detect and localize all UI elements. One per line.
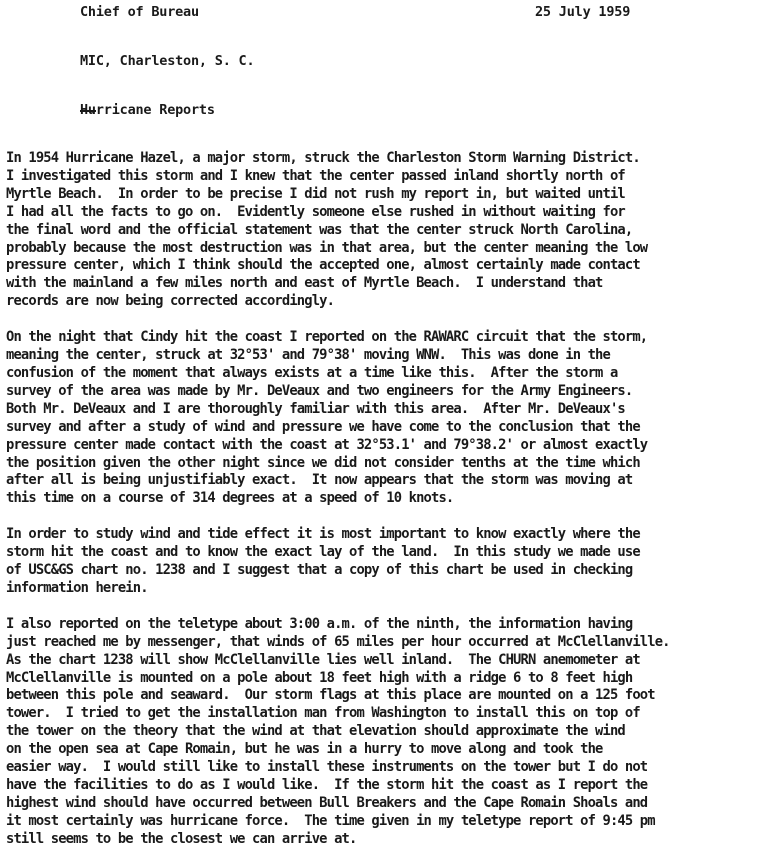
text-line: highest wind should have occurred between Bull Breakers and the Cape Romain Shoals and (6, 794, 648, 811)
text-line: Myrtle Beach. In order to be precise I did not rush my report in, but waited until (6, 185, 625, 202)
text-line: the position given the other night since we did not consider tenths at the time which (6, 454, 640, 471)
text-line: I had all the facts to go on. Evidently someone else rushed in without waiting for (6, 203, 625, 220)
text-line: of USC&GS chart no. 1238 and I suggest that a copy of this chart be used in checking (6, 562, 633, 579)
text-line: McClellanville is mounted on a pole about 18 feet high with a ridge 6 to 8 feet high (6, 669, 633, 686)
sender: MIC, Charleston, S. C. (80, 53, 255, 69)
text-line: As the chart 1238 will show McClellanville lies well inland. The CHURN anemometer at (6, 651, 640, 668)
text-line: the final word and the official statement was that the center struck North Carolina, (6, 221, 633, 238)
text-line: between this pole and seaward. Our storm flags at this place are mounted on a 125 foot (6, 687, 655, 704)
text-line: information herein. (6, 579, 148, 596)
subject-text: Hurricane Reports (80, 102, 215, 118)
text-line: I also reported on the teletype about 3:00 a.m. of the ninth, the information having (6, 615, 633, 632)
paragraph (6, 616, 776, 849)
text-line: the tower on the theory that the wind at that elevation should approximate the wind (6, 723, 625, 740)
text-line: records are now being corrected accordingly. (6, 293, 335, 310)
text-line: this time on a course of 314 degrees at a speed of 10 knots. (6, 490, 454, 507)
subject-line (80, 102, 215, 118)
text-line: with the mainland a few miles north and east of Myrtle Beach. I understand that (6, 275, 603, 292)
text-line: survey and after a study of wind and pressure we have come to the conclusion that the (6, 418, 640, 435)
memo-body (6, 150, 776, 867)
text-line: tower. I tried to get the installation man from Washington to install this on top of (6, 705, 640, 722)
text-line: pressure center made contact with the coast at 32°53.1' and 79°38.2' or almost exactly (6, 436, 648, 453)
paragraph (6, 329, 776, 508)
text-line: after all is being unjustifiably exact. It now appears that the storm was moving at (6, 472, 633, 489)
text-line: probably because the most destruction was in that area, but the center meaning the low (6, 239, 648, 256)
text-line: In order to study wind and tide effect it is most important to know exactly where the (6, 526, 640, 543)
text-line: On the night that Cindy hit the coast I reported on the RAWARC circuit that the storm, (6, 329, 648, 346)
addressee: Chief of Bureau (80, 4, 199, 20)
text-line: just reached me by messenger, that winds of 65 miles per hour occurred at McClellanville. (6, 633, 670, 650)
text-line: confusion of the moment that always exists at a time like this. After the storm a (6, 364, 618, 381)
text-line: pressure center, which I think should the accepted one, almost certainly made contact (6, 257, 640, 274)
text-line: on the open sea at Cape Romain, but he was in a hurry to move along and took the (6, 741, 603, 758)
text-line: meaning the center, struck at 32°53' and 79°38' moving WNW. This was done in the (6, 347, 610, 364)
text-line: In 1954 Hurricane Hazel, a major storm, struck the Charleston Storm Warning District. (6, 150, 640, 166)
text-line: it most certainly was hurricane force. The time given in my teletype report of 9:45 pm (6, 812, 655, 829)
text-line: Both Mr. DeVeaux and I are thoroughly familiar with this area. After Mr. DeVeaux's (6, 400, 625, 417)
text-line: easier way. I would still like to install these instruments on the tower but I do not (6, 759, 648, 776)
paragraph (6, 526, 776, 598)
text-line: I investigated this storm and I knew that the center passed inland shortly north of (6, 167, 625, 184)
memo-date: 25 July 1959 (535, 4, 631, 20)
text-line: still seems to be the closest we can arrive at. (6, 830, 357, 847)
paragraph (6, 150, 776, 311)
text-line: survey of the area was made by Mr. DeVeaux and two engineers for the Army Engineers. (6, 382, 633, 399)
text-line: have the facilities to do as I would like. If the storm hit the coast as I report the (6, 777, 648, 793)
text-line: storm hit the coast and to know the exact lay of the land. In this study we made use (6, 544, 640, 561)
